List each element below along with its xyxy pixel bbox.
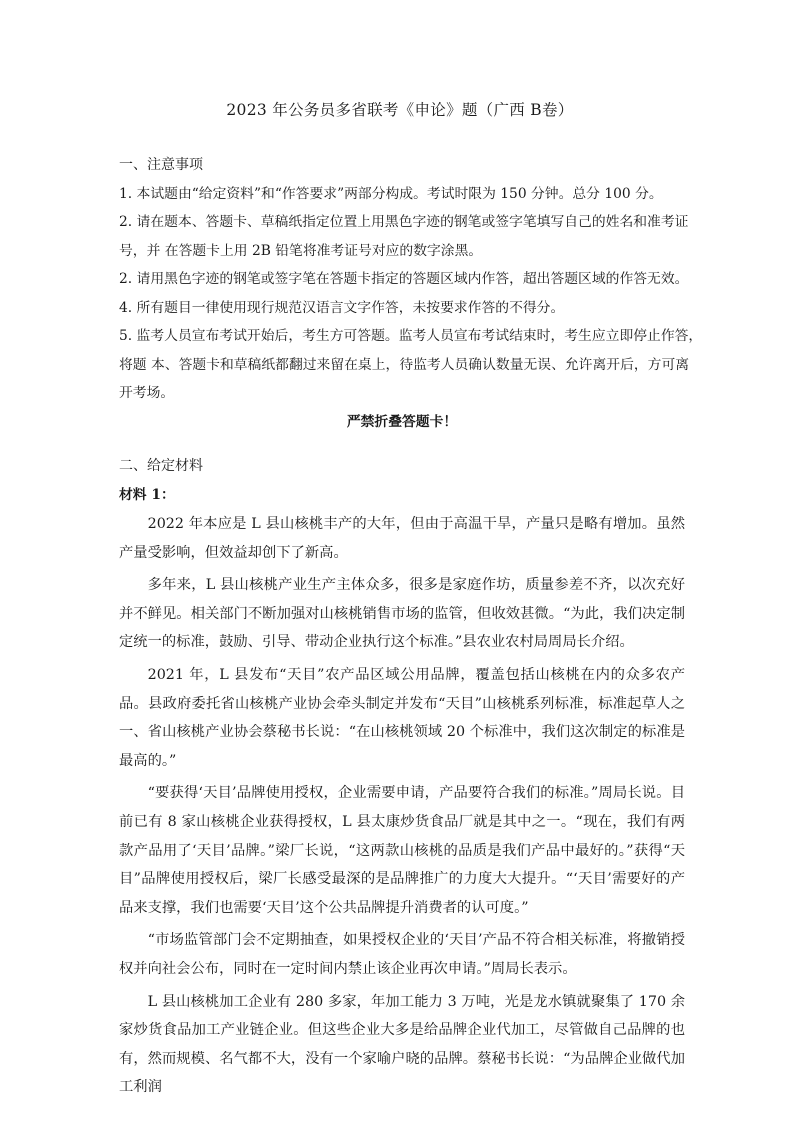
material-paragraph: 多年来，L 县山核桃产业生产主体众多，很多是家庭作坊，质量参差不齐，以次充好并不鲜见。相关部门不断加强对山核桃销售市场的监管，但收效甚微。“为此，我们决定制定统一的标准，鼓励、引导、带动企业执行这个标准。”县农业农村局周局长介绍。 [119, 577, 685, 651]
notice-heading: 一、注意事项 [119, 157, 203, 173]
material-paragraph: “要获得‘天目’品牌使用授权，企业需要申请，产品要符合我们的标准。”周局长说。目前已有 8 家山核桃企业获得授权，L 县太康炒货食品厂就是其中之一。“现在，我们有两款产品用了‘天目’品牌。”梁厂长说，“这两款山核桃的品质是我们产品中最好的。”获得“天目”品牌使用授权后，梁厂长感受最深的是品牌推广的力度大大提升。“‘天目’需要好的产品来支撑，我们也需要‘天目’这个公共品牌提升消费者的认可度。” [119, 785, 685, 916]
material-1-label: 材料 1： [119, 486, 175, 503]
notice-item: 1. 本试题由“给定资料”和“作答要求”两部分构成。考试时限为 150 分钟。总分 100 分。 [119, 185, 663, 202]
material-paragraph: 2022 年本应是 L 县山核桃丰产的大年，但由于高温干旱，产量只是略有增加。虽然产量受影响，但效益却创下了新高。 [119, 516, 685, 561]
notice-item: 号，并 在答题卡上用 2B 铅笔将准考证号对应的数字涂黑。 [119, 242, 483, 259]
material-paragraph: “市场监管部门会不定期抽查，如果授权企业的‘天目’产品不符合相关标准，将撤销授权并向社会公布，同时在一定时间内禁止该企业再次申请。”周局长表示。 [119, 932, 685, 977]
materials-section [119, 452, 685, 1102]
notice-item: 4. 所有题目一律使用现行规范汉语言文字作答，未按要求作答的不得分。 [119, 299, 565, 316]
notice-section [119, 151, 703, 436]
notice-item: 5. 监考人员宣布考试开始后，考生方可答题。监考人员宣布考试结束时，考生应立即停止作答， [119, 328, 703, 344]
notice-item: 将题 本、答题卡和草稿纸都翻过来留在桌上，待监考人员确认数量无误、允许离开后，方可离 [119, 356, 690, 373]
notice-warning: 严禁折叠答题卡！ [346, 413, 458, 430]
notice-item: 开考场。 [119, 385, 175, 401]
material-paragraph: L 县山核桃加工企业有 280 多家，年加工能力 3 万吨，光是龙水镇就聚集了 170 余家炒货食品加工产业链企业。但这些企业大多是给品牌企业代加工，尽管做自己品牌的也有，然而规模、名气都不大，没有一个家喻户晓的品牌。蔡秘书长说：“为品牌企业做代加工利润 [119, 993, 685, 1096]
document-title: 2023 年公务员多省联考《申论》题（广西 B卷） [226, 101, 574, 119]
notice-item: 2. 请用黑色字迹的钢笔或签字笔在答题卡指定的答题区域内作答，超出答题区域的作答无效。 [119, 271, 689, 287]
material-paragraph: 2021 年，L 县发布“天目”农产品区域公用品牌，覆盖包括山核桃在内的众多农产品。县政府委托省山核桃产业协会牵头制定并发布“天目”山核桃系列标准，标准起草人之一、省山核桃产业协会蔡秘书长说：“在山核桃领域 20 个标准中，我们这次制定的标准是最高的。” [119, 666, 685, 769]
materials-heading: 二、给定材料 [119, 458, 203, 474]
notice-item: 2. 请在题本、答题卡、草稿纸指定位置上用黑色字迹的钢笔或签字笔填写自己的姓名和准考证 [119, 214, 689, 230]
